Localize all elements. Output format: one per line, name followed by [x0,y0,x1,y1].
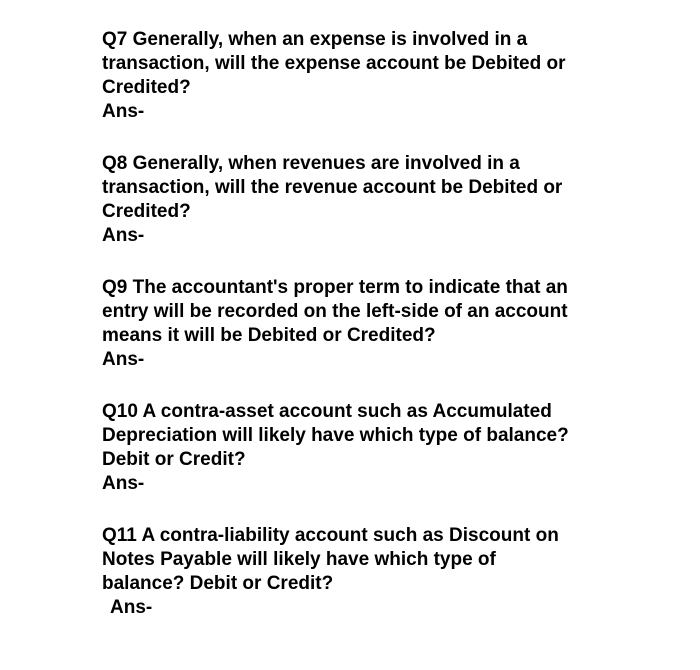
question-line: Debit or Credit? [102,449,246,470]
answer-label: Ans- [102,473,145,494]
question-line: Q8 Generally, when revenues are involved in a [102,153,520,174]
question-line: Q11 A contra-liability account such as Discount on [102,525,559,546]
question-line: Notes Payable will likely have which type of [102,549,496,570]
answer-label: Ans- [102,225,145,246]
question-q11 [102,524,559,620]
question-q7 [102,28,566,124]
question-q9 [102,276,568,372]
answer-label: Ans- [102,349,145,370]
question-line: transaction, will the expense account be Debited or [102,53,566,74]
question-q8 [102,152,562,248]
question-line: Q10 A contra-asset account such as Accumulated [102,401,552,422]
question-q10 [102,400,569,496]
question-line: entry will be recorded on the left-side of an account [102,301,568,322]
question-line: Q9 The accountant's proper term to indicate that an [102,277,568,298]
question-line: Q7 Generally, when an expense is involved in a [102,29,528,50]
question-line: balance? Debit or Credit? [102,573,334,594]
question-line: means it will be Debited or Credited? [102,325,436,346]
question-line: transaction, will the revenue account be Debited or [102,177,563,198]
question-line: Credited? [102,77,191,98]
answer-label: Ans- [110,597,153,618]
question-line: Depreciation will likely have which type of balance? [102,425,569,446]
question-line: Credited? [102,201,191,222]
answer-label: Ans- [102,101,145,122]
